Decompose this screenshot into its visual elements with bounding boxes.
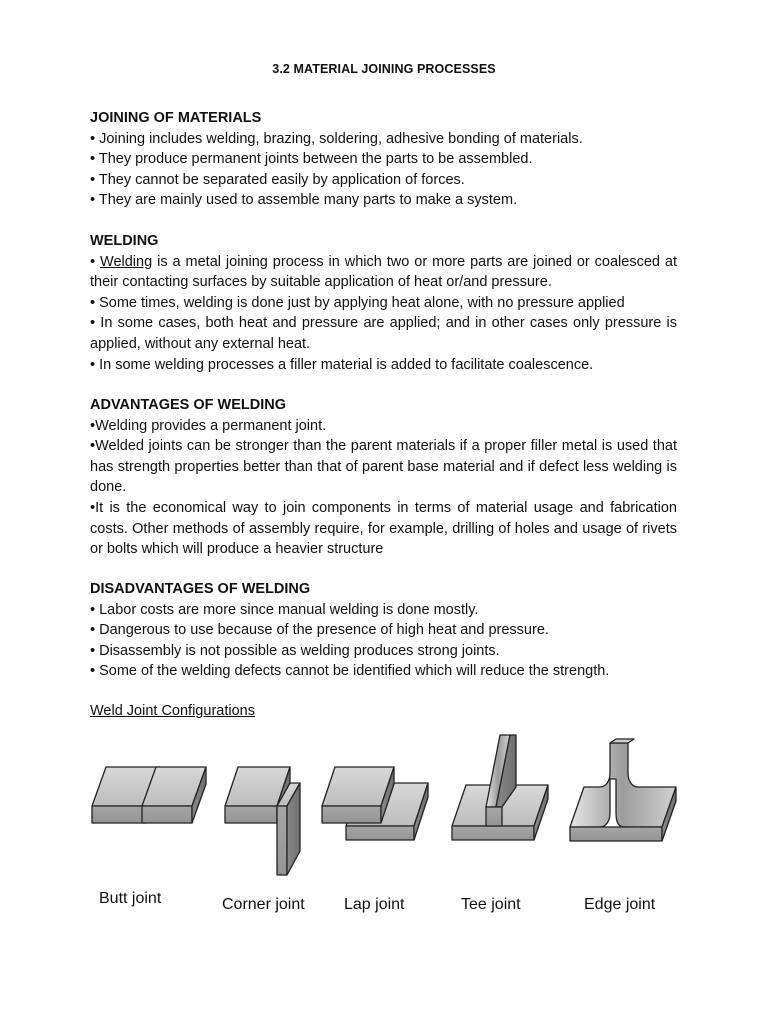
section-welding (90, 231, 677, 375)
edge-joint-illustration (570, 739, 676, 841)
lap-joint-illustration (322, 767, 428, 840)
bullet-advantages-2: •Welded joints can be stronger than the parent materials if a proper filler metal is used that has strength properties better than that of parent base material and if defect less welding is done. (90, 438, 677, 496)
section-heading-disadvantages: DISADVANTAGES OF WELDING (90, 581, 311, 597)
bullet-welding-2: • Some times, welding is done just by applying heat alone, with no pressure applied (90, 294, 625, 311)
bullet-prefix: • (90, 253, 101, 270)
section-heading-joining: JOINING OF MATERIALS (90, 110, 262, 126)
butt-joint-illustration (92, 767, 206, 823)
section-advantages (90, 395, 677, 560)
bullet-joining-2: • They produce permanent joints between the parts to be assembled. (90, 151, 533, 168)
bullet-advantages-1: •Welding provides a permanent joint. (90, 417, 327, 434)
section-heading-welding: WELDING (90, 233, 159, 249)
label-corner-joint: Corner joint (222, 896, 305, 913)
section-joining (90, 108, 677, 211)
label-tee-joint: Tee joint (461, 896, 521, 913)
label-lap-joint: Lap joint (344, 896, 405, 913)
bullet-welding-1 (90, 252, 677, 293)
section-disadvantages (90, 579, 677, 682)
tee-joint-illustration (452, 735, 548, 840)
bullet-welding-1-text: is a metal joining process in which two or more parts are joined or coalesced at their contacting surfaces by suitable application of heat or/and pressure. (90, 253, 677, 291)
bullet-joining-1: • Joining includes welding, brazing, soldering, adhesive bonding of materials. (90, 130, 583, 147)
bullet-welding-3: • In some cases, both heat and pressure are applied; and in other cases only pressure is applied, without any external heat. (90, 315, 677, 352)
welding-term-link[interactable]: Welding (100, 253, 153, 270)
bullet-joining-3: • They cannot be separated easily by application of forces. (90, 171, 465, 188)
section-heading-advantages: ADVANTAGES OF WELDING (90, 397, 287, 413)
bullet-disadvantages-3: • Disassembly is not possible as welding produces strong joints. (90, 642, 500, 659)
weld-joint-figure (80, 725, 690, 885)
corner-joint-illustration (225, 767, 300, 875)
bullet-disadvantages-1: • Labor costs are more since manual welding is done mostly. (90, 601, 479, 618)
bullet-joining-4: • They are mainly used to assemble many parts to make a system. (90, 192, 518, 209)
figure-caption: Weld Joint Configurations (90, 703, 255, 719)
bullet-disadvantages-4: • Some of the welding defects cannot be identified which will reduce the strength. (90, 663, 610, 680)
page-title: 3.2 MATERIAL JOINING PROCESSES (272, 62, 496, 76)
bullet-advantages-3: •It is the economical way to join components in terms of material usage and fabrication costs. Other methods of assembly require, for example, drilling of holes and usage of rivets or bolts which will produce a heavier structure (90, 499, 677, 558)
bullet-disadvantages-2: • Dangerous to use because of the presence of high heat and pressure. (90, 622, 549, 639)
label-butt-joint: Butt joint (99, 890, 162, 907)
bullet-welding-4: • In some welding processes a filler material is added to facilitate coalescence. (90, 356, 594, 373)
label-edge-joint: Edge joint (584, 896, 656, 913)
